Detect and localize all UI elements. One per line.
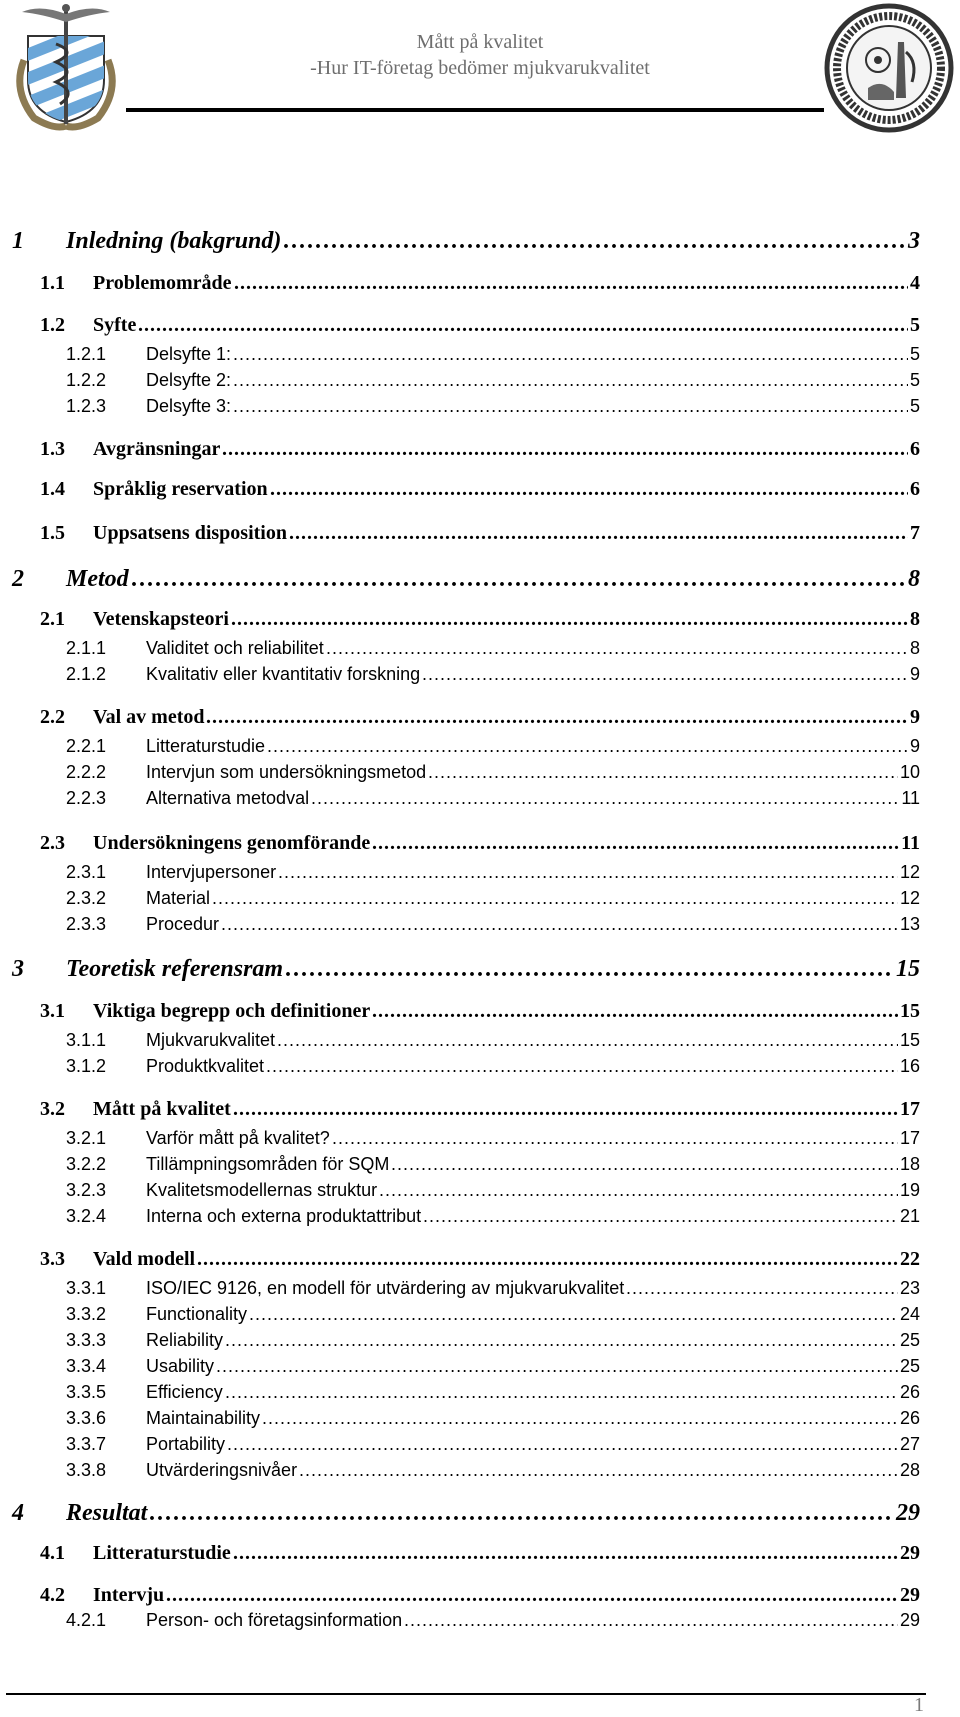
toc-entry-title: Usability — [146, 1356, 215, 1376]
toc-entry-number: 2.3 — [40, 832, 65, 854]
toc-entry-title: Portability — [146, 1434, 226, 1454]
toc-entry-number: 3.3.5 — [66, 1382, 107, 1402]
toc-entry-title: Delsyfte 2: — [146, 370, 232, 390]
toc-entry-title: Undersökningens genomförande — [93, 832, 371, 854]
toc-entry-page: 26 — [899, 1408, 920, 1428]
toc-entry-title: Avgränsningar — [93, 438, 221, 460]
toc-entry-title: Mått på kvalitet — [93, 1098, 231, 1120]
toc-entry-title: Functionality — [146, 1304, 248, 1324]
toc-entry-title: Uppsatsens disposition — [93, 522, 287, 544]
toc-entry-number: 1.2.3 — [66, 396, 107, 416]
toc-leader-dots — [149, 1500, 894, 1527]
toc-entry-number: 1.2.2 — [66, 370, 107, 390]
toc-entry-number: 1 — [12, 228, 24, 254]
toc-entry-page: 18 — [899, 1154, 920, 1174]
toc-leader-dots — [225, 1330, 898, 1351]
toc-entry-page: 11 — [901, 832, 920, 854]
toc-entry-title: Validitet och reliabilitet — [146, 638, 324, 658]
toc-entry-page: 8 — [908, 566, 920, 592]
toc-leader-dots — [221, 914, 898, 935]
toc-entry-number: 3.3.1 — [66, 1278, 107, 1298]
toc-leader-dots — [428, 762, 898, 783]
toc-entry-number: 2.2.3 — [66, 788, 107, 808]
toc-entry-number: 2.1.1 — [66, 638, 107, 658]
toc-entry-number: 4.2 — [40, 1584, 65, 1606]
toc-entry-page: 15 — [899, 1030, 920, 1050]
toc-entry-title: Material — [146, 888, 211, 908]
toc-entry-page: 3 — [908, 228, 920, 254]
header-subtitle: -Hur IT-företag bedömer mjukvarukvalitet — [310, 57, 650, 79]
toc-entry-page: 19 — [899, 1180, 920, 1200]
toc-leader-dots — [372, 1000, 898, 1023]
toc-entry-title: Mjukvarukvalitet — [146, 1030, 276, 1050]
toc-entry-number: 3.3.4 — [66, 1356, 107, 1376]
toc-leader-dots — [311, 788, 899, 809]
toc-entry-page: 16 — [899, 1056, 920, 1076]
toc-entry-page: 4 — [910, 272, 920, 294]
toc-entry-title: Syfte — [93, 314, 137, 336]
toc-entry-number: 2.1.2 — [66, 664, 107, 684]
toc-entry-title: Viktiga begrepp och definitioner — [93, 1000, 371, 1022]
toc-entry-page: 9 — [909, 736, 920, 756]
toc-entry-number: 3.3.3 — [66, 1330, 107, 1350]
toc-leader-dots — [404, 1610, 898, 1631]
toc-entry-number: 3.1 — [40, 1000, 65, 1022]
toc-entry-title: ISO/IEC 9126, en modell för utvärdering av mjukvarukvalitet — [146, 1278, 625, 1298]
toc-entry-number: 2.2.2 — [66, 762, 107, 782]
toc-entry-page: 25 — [899, 1330, 920, 1350]
toc-entry-number: 4 — [12, 1500, 24, 1526]
toc-entry-number: 2.1 — [40, 608, 65, 630]
toc-leader-dots — [206, 706, 908, 729]
toc-entry-page: 12 — [899, 888, 920, 908]
toc-entry-page: 27 — [899, 1434, 920, 1454]
toc-entry-number: 1.2.1 — [66, 344, 107, 364]
toc-entry-title: Litteraturstudie — [146, 736, 266, 756]
toc-entry-title: Problemområde — [93, 272, 232, 294]
toc-entry-number: 4.2.1 — [66, 1610, 107, 1630]
toc-entry-number: 3.2.2 — [66, 1154, 107, 1174]
toc-entry-number: 3.2 — [40, 1098, 65, 1120]
toc-entry-page: 17 — [899, 1128, 920, 1148]
toc-entry-title: Val av metod — [93, 706, 205, 728]
toc-leader-dots — [212, 888, 898, 909]
toc-entry-title: Intervjupersoner — [146, 862, 277, 882]
toc-entry-page: 5 — [909, 370, 920, 390]
toc-leader-dots — [231, 608, 908, 631]
toc-leader-dots — [222, 438, 908, 461]
toc-entry-page: 10 — [899, 762, 920, 782]
toc-entry-page: 22 — [900, 1248, 920, 1270]
toc-entry-title: Intervju — [93, 1584, 165, 1606]
toc-entry-title: Litteraturstudie — [93, 1542, 231, 1564]
toc-entry-page: 5 — [909, 344, 920, 364]
header-title: Mått på kvalitet — [416, 31, 544, 53]
toc-leader-dots — [225, 1382, 898, 1403]
toc-entry-title: Interna och externa produktattribut — [146, 1206, 422, 1226]
toc-entry-page: 9 — [909, 664, 920, 684]
toc-entry-title: Alternativa metodval — [146, 788, 310, 808]
toc-leader-dots — [285, 956, 894, 983]
toc-entry-page: 12 — [899, 862, 920, 882]
toc-entry-page: 23 — [899, 1278, 920, 1298]
toc-entry-title: Procedur — [146, 914, 220, 934]
toc-leader-dots — [391, 1154, 898, 1175]
toc-leader-dots — [266, 1056, 898, 1077]
toc-entry-title: Tillämpningsområden för SQM — [146, 1154, 390, 1174]
toc-entry-title: Metod — [66, 566, 129, 592]
toc-entry-title: Intervjun som undersökningsmetod — [146, 762, 427, 782]
toc-entry-number: 2.3.2 — [66, 888, 107, 908]
toc-leader-dots — [289, 522, 908, 545]
toc-entry-title: Kvalitativ eller kvantitativ forskning — [146, 664, 421, 684]
toc-leader-dots — [423, 1206, 898, 1227]
toc-entry-number: 2.2 — [40, 706, 65, 728]
toc-entry-number: 3.3.8 — [66, 1460, 107, 1480]
toc-entry-number: 3.1.1 — [66, 1030, 107, 1050]
toc-entry-number: 3.3.2 — [66, 1304, 107, 1324]
toc-entry-page: 8 — [910, 608, 920, 630]
toc-leader-dots — [227, 1434, 898, 1455]
toc-entry-number: 3.1.2 — [66, 1056, 107, 1076]
toc-leader-dots — [234, 272, 908, 295]
toc-entry-number: 3.3.7 — [66, 1434, 107, 1454]
toc-entry-title: Utvärderingsnivåer — [146, 1460, 298, 1480]
toc-entry-number: 2.3.3 — [66, 914, 107, 934]
toc-entry-number: 3.3 — [40, 1248, 65, 1270]
toc-entry-page: 9 — [910, 706, 920, 728]
toc-leader-dots — [379, 1180, 898, 1201]
toc-entry-page: 5 — [910, 314, 920, 336]
toc-leader-dots — [233, 370, 908, 391]
toc-entry-title: Delsyfte 1: — [146, 344, 232, 364]
toc-entry-page: 15 — [900, 1000, 920, 1022]
toc-leader-dots — [267, 736, 908, 757]
toc-entry-title: Vald modell — [93, 1248, 196, 1270]
toc-entry-page: 13 — [899, 914, 920, 934]
toc-entry-title: Inledning (bakgrund) — [66, 228, 282, 254]
toc-entry-page: 17 — [900, 1098, 920, 1120]
toc-entry-page: 26 — [899, 1382, 920, 1402]
toc-entry-page: 6 — [910, 478, 920, 500]
toc-entry-number: 3.2.3 — [66, 1180, 107, 1200]
toc-entry-number: 3.2.1 — [66, 1128, 107, 1148]
toc-entry-page: 8 — [909, 638, 920, 658]
toc-entry-title: Vetenskapsteori — [93, 608, 229, 630]
toc-entry-page: 21 — [899, 1206, 920, 1226]
toc-leader-dots — [216, 1356, 898, 1377]
toc-entry-number: 1.5 — [40, 522, 65, 544]
toc-entry-page: 5 — [909, 396, 920, 416]
toc-entry-page: 29 — [900, 1584, 920, 1606]
toc-entry-title: Person- och företagsinformation — [146, 1610, 403, 1630]
toc-leader-dots — [197, 1248, 898, 1271]
footer-rule — [6, 1693, 926, 1695]
toc-entry-number: 3.2.4 — [66, 1206, 107, 1226]
toc-entry-title: Språklig reservation — [93, 478, 268, 500]
toc-entry-title: Produktkvalitet — [146, 1056, 265, 1076]
toc-entry-number: 2.2.1 — [66, 736, 107, 756]
toc-leader-dots — [166, 1584, 898, 1607]
toc-entry-page: 15 — [896, 956, 920, 982]
toc-entry-number: 4.1 — [40, 1542, 65, 1564]
toc-entry-title: Teoretisk referensram — [66, 956, 284, 982]
toc-leader-dots — [332, 1128, 898, 1149]
toc-entry-number: 3 — [12, 956, 24, 982]
toc-entry-number: 2 — [12, 566, 24, 592]
toc-entry-title: Reliability — [146, 1330, 224, 1350]
toc-leader-dots — [277, 1030, 898, 1051]
toc-leader-dots — [131, 566, 906, 593]
toc-leader-dots — [422, 664, 908, 685]
toc-entry-number: 1.3 — [40, 438, 65, 460]
toc-leader-dots — [138, 314, 908, 337]
toc-entry-title: Delsyfte 3: — [146, 396, 232, 416]
toc-leader-dots — [278, 862, 898, 883]
toc-leader-dots — [249, 1304, 898, 1325]
toc-entry-number: 1.1 — [40, 272, 65, 294]
toc-leader-dots — [372, 832, 899, 855]
toc-entry-number: 2.3.1 — [66, 862, 107, 882]
toc-leader-dots — [299, 1460, 898, 1481]
toc-leader-dots — [233, 396, 908, 417]
toc-entry-page: 25 — [899, 1356, 920, 1376]
toc-entry-page: 24 — [899, 1304, 920, 1324]
toc-leader-dots — [326, 638, 908, 659]
toc-leader-dots — [283, 228, 906, 255]
toc-entry-page: 6 — [910, 438, 920, 460]
toc-entry-number: 1.2 — [40, 314, 65, 336]
toc-leader-dots — [262, 1408, 898, 1429]
toc-entry-page: 29 — [899, 1610, 920, 1630]
toc-entry-title: Resultat — [66, 1500, 148, 1526]
toc-entry-page: 29 — [900, 1542, 920, 1564]
toc-entry-title: Kvalitetsmodellernas struktur — [146, 1180, 378, 1200]
footer-page-number: 1 — [914, 1694, 924, 1716]
toc-entry-title: Varför mått på kvalitet? — [146, 1128, 330, 1148]
toc-entry-title: Efficiency — [146, 1382, 223, 1402]
toc-entry-page: 11 — [901, 788, 920, 808]
toc-leader-dots — [626, 1278, 898, 1299]
toc-leader-dots — [233, 1098, 898, 1121]
toc-entry-number: 1.4 — [40, 478, 65, 500]
toc-leader-dots — [233, 344, 908, 365]
toc-entry-number: 3.3.6 — [66, 1408, 107, 1428]
toc-leader-dots — [270, 478, 908, 501]
toc-leader-dots — [233, 1542, 898, 1565]
toc-entry-page: 28 — [899, 1460, 920, 1480]
toc-entry-page: 29 — [896, 1500, 920, 1526]
toc-entry-page: 7 — [910, 522, 920, 544]
toc-entry-title: Maintainability — [146, 1408, 261, 1428]
